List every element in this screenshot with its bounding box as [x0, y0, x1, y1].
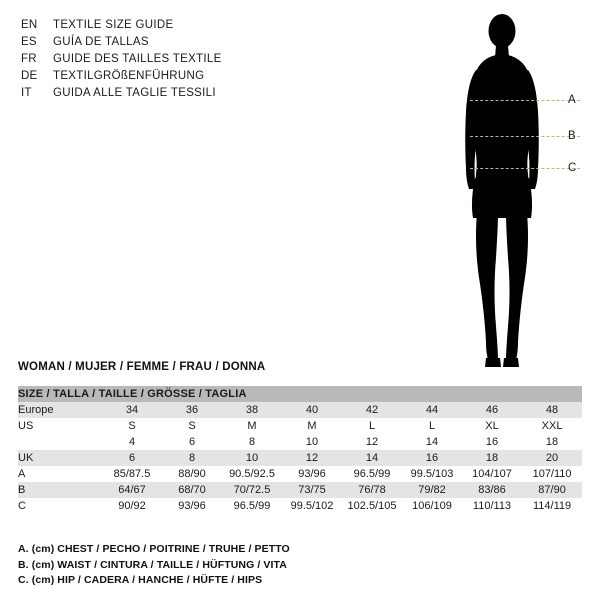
measure-label-c: C [568, 162, 577, 174]
table-row [18, 466, 582, 482]
table-cell: 87/90 [522, 482, 582, 498]
legend-row-a: A. (cm) CHEST / PECHO / POITRINE / TRUHE / PETTO [18, 543, 290, 555]
table-cell: 18 [462, 450, 522, 466]
table-row [18, 450, 582, 466]
female-silhouette-icon [430, 8, 590, 373]
table-cell: 110/113 [462, 498, 522, 514]
language-code: DE [21, 70, 38, 82]
table-cell: 8 [162, 450, 222, 466]
table-cell: S [102, 418, 162, 434]
row-label [18, 434, 102, 450]
table-cell: 93/96 [282, 466, 342, 482]
table-cell: 14 [342, 450, 402, 466]
table-cell: 64/67 [102, 482, 162, 498]
legend-row-b: B. (cm) WAIST / CINTURA / TAILLE / HÜFTUNG / VITA [18, 558, 287, 571]
table-cell: 96.5/99 [222, 498, 282, 514]
row-label: UK [18, 450, 102, 466]
table-cell: 68/70 [162, 482, 222, 498]
language-row [21, 17, 351, 34]
language-title: TEXTILGRÖßENFÜHRUNG [53, 70, 205, 82]
table-cell: 107/110 [522, 466, 582, 482]
language-row [21, 68, 351, 85]
table-cell: 90.5/92.5 [222, 466, 282, 482]
table-cell: 36 [162, 402, 222, 418]
table-cell: M [282, 418, 342, 434]
table-cell: 16 [462, 434, 522, 450]
row-label: B [18, 482, 102, 498]
table-cell: 12 [282, 450, 342, 466]
measure-label-a: A [568, 94, 576, 106]
table-cell: XXL [522, 418, 582, 434]
table-cell: 20 [522, 450, 582, 466]
table-cell: 44 [402, 402, 462, 418]
table-cell: 104/107 [462, 466, 522, 482]
table-cell: 14 [402, 434, 462, 450]
table-cell: 10 [222, 450, 282, 466]
table-cell: XL [462, 418, 522, 434]
table-row [18, 498, 582, 514]
language-code: EN [21, 19, 38, 31]
language-code: ES [21, 36, 37, 48]
language-code: FR [21, 53, 37, 65]
table-cell: 34 [102, 402, 162, 418]
table-cell: 88/90 [162, 466, 222, 482]
table-cell: 79/82 [402, 482, 462, 498]
table-cell: 40 [282, 402, 342, 418]
table-cell: 6 [102, 450, 162, 466]
size-table [18, 386, 582, 514]
language-row [21, 85, 351, 102]
table-cell: 106/109 [402, 498, 462, 514]
section-title: WOMAN / MUJER / FEMME / FRAU / DONNA [18, 361, 266, 373]
table-cell: 38 [222, 402, 282, 418]
table-cell: 16 [402, 450, 462, 466]
language-title: TEXTILE SIZE GUIDE [53, 19, 174, 31]
language-header-block [21, 17, 351, 102]
table-cell: L [342, 418, 402, 434]
table-row [18, 418, 582, 434]
table-cell: 96.5/99 [342, 466, 402, 482]
language-code: IT [21, 87, 32, 99]
table-header-row [18, 386, 582, 402]
row-label: C [18, 498, 102, 514]
table-header-label: SIZE / TALLA / TAILLE / GRÖSSE / TAGLIA [18, 386, 582, 402]
language-title: GUIDE DES TAILLES TEXTILE [53, 53, 222, 65]
table-cell: 8 [222, 434, 282, 450]
table-cell: 73/75 [282, 482, 342, 498]
table-cell: 4 [102, 434, 162, 450]
row-label: Europe [18, 402, 102, 418]
language-row [21, 34, 351, 51]
language-title: GUÍA DE TALLAS [53, 36, 149, 48]
measure-label-b: B [568, 130, 576, 142]
measure-line-a [470, 100, 580, 101]
table-cell: 90/92 [102, 498, 162, 514]
legend-row-c: C. (cm) HIP / CADERA / HANCHE / HÜFTE / HIPS [18, 574, 263, 586]
table-cell: 76/78 [342, 482, 402, 498]
table-cell: M [222, 418, 282, 434]
measure-line-c [470, 168, 580, 169]
table-cell: L [402, 418, 462, 434]
table-cell: 18 [522, 434, 582, 450]
table-cell: 48 [522, 402, 582, 418]
table-cell: 70/72.5 [222, 482, 282, 498]
table-cell: S [162, 418, 222, 434]
table-cell: 114/119 [522, 498, 582, 514]
table-cell: 102.5/105 [342, 498, 402, 514]
language-title: GUIDA ALLE TAGLIE TESSILI [53, 87, 216, 99]
measure-line-b [470, 136, 580, 137]
table-cell: 83/86 [462, 482, 522, 498]
table-row [18, 482, 582, 498]
row-label: US [18, 418, 102, 434]
table-cell: 99.5/102 [282, 498, 342, 514]
table-cell: 99.5/103 [402, 466, 462, 482]
size-table-wrapper [18, 386, 582, 514]
table-cell: 6 [162, 434, 222, 450]
body-figure-area [430, 8, 590, 373]
table-cell: 85/87.5 [102, 466, 162, 482]
table-row [18, 402, 582, 418]
measurement-legend [18, 542, 518, 589]
table-cell: 10 [282, 434, 342, 450]
table-cell: 42 [342, 402, 402, 418]
language-row [21, 51, 351, 68]
table-cell: 12 [342, 434, 402, 450]
row-label: A [18, 466, 102, 482]
table-cell: 93/96 [162, 498, 222, 514]
table-cell: 46 [462, 402, 522, 418]
table-row [18, 434, 582, 450]
